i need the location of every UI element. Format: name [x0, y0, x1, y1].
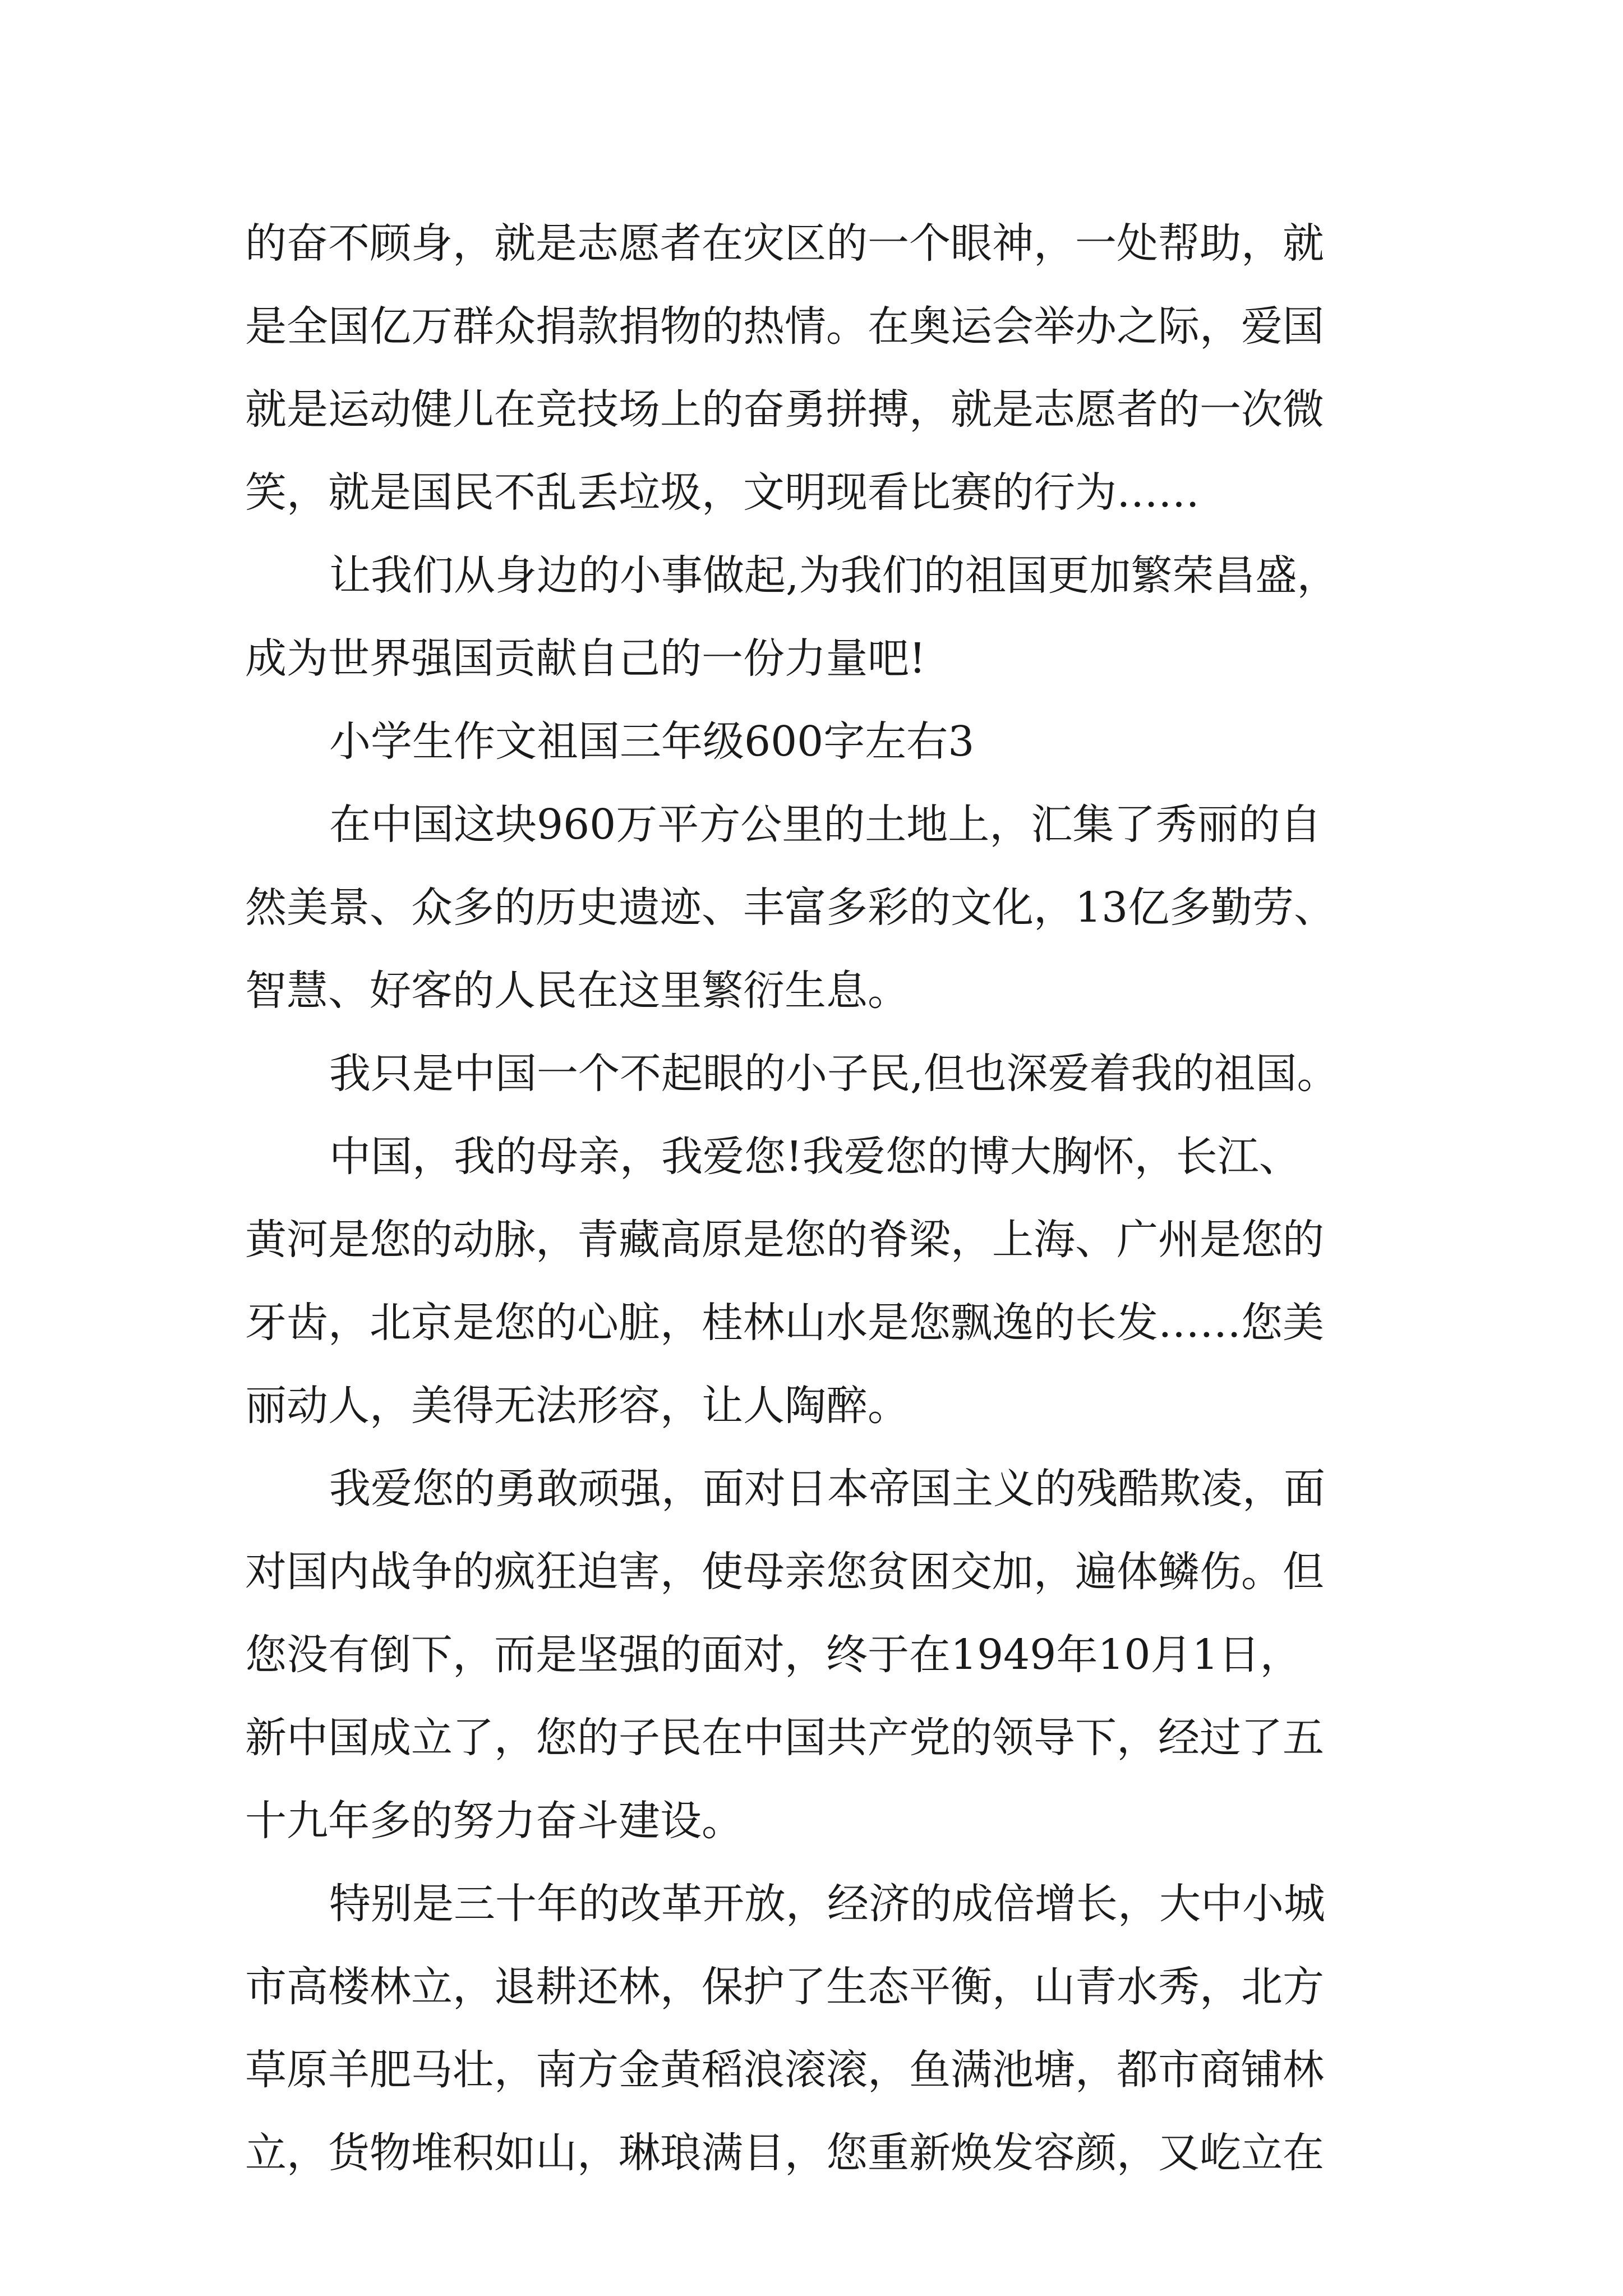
text-line: 特别是三十年的改革开放，经济的成倍增长，大中小城: [329, 1880, 1325, 1928]
text-line: 让我们从身边的小事做起,为我们的祖国更加繁荣昌盛，: [329, 551, 1339, 600]
text-line: 的奋不顾身，就是志愿者在灾区的一个眼神，一处帮助，就: [245, 219, 1324, 268]
text-line: 您没有倒下，而是坚强的面对，终于在1949年10月1日，: [245, 1631, 1302, 1679]
text-line: 立，货物堆积如山，琳琅满目，您重新焕发容颜，又屹立在: [245, 2129, 1324, 2177]
text-line: 十九年多的努力奋斗建设。: [245, 1797, 743, 1845]
text-line: 黄河是您的动脉，青藏高原是您的脊梁，上海、广州是您的: [245, 1216, 1324, 1264]
text-line: 就是运动健儿在竞技场上的奋勇拼搏，就是志愿者的一次微: [245, 385, 1324, 434]
document-body: [245, 202, 1378, 2194]
text-line: 然美景、众多的历史遗迹、丰富多彩的文化，13亿多勤劳、: [245, 884, 1336, 932]
text-line: 智慧、好客的人民在这里繁衍生息。: [245, 967, 909, 1015]
text-line: 我爱您的勇敢顽强，面对日本帝国主义的残酷欺凌，面: [329, 1465, 1325, 1513]
text-line: 小学生作文祖国三年级600字左右3: [329, 717, 975, 766]
text-line: 对国内战争的疯狂迫害，使母亲您贫困交加，遍体鳞伤。但: [245, 1548, 1324, 1596]
text-line: 笑，就是国民不乱丢垃圾，文明现看比赛的行为……: [245, 468, 1200, 517]
text-line: 成为世界强国贡献自己的一份力量吧!: [245, 634, 926, 683]
text-line: 中国，我的母亲，我爱您!我爱您的博大胸怀，长江、: [329, 1133, 1301, 1181]
text-line: 我只是中国一个不起眼的小子民,但也深爱着我的祖国。: [329, 1050, 1339, 1098]
text-line: 新中国成立了，您的子民在中国共产党的领导下，经过了五: [245, 1714, 1324, 1762]
text-line: 是全国亿万群众捐款捐物的热情。在奥运会举办之际，爱国: [245, 302, 1324, 351]
text-line: 丽动人，美得无法形容，让人陶醉。: [245, 1382, 909, 1430]
text-line: 草原羊肥马壮，南方金黄稻浪滚滚，鱼满池塘，都市商铺林: [245, 2046, 1324, 2094]
text-line: 市高楼林立，退耕还林，保护了生态平衡，山青水秀，北方: [245, 1963, 1324, 2011]
text-line: 牙齿，北京是您的心脏，桂林山水是您飘逸的长发……您美: [245, 1299, 1324, 1347]
text-line: 在中国这块960万平方公里的土地上，汇集了秀丽的自: [329, 800, 1322, 849]
